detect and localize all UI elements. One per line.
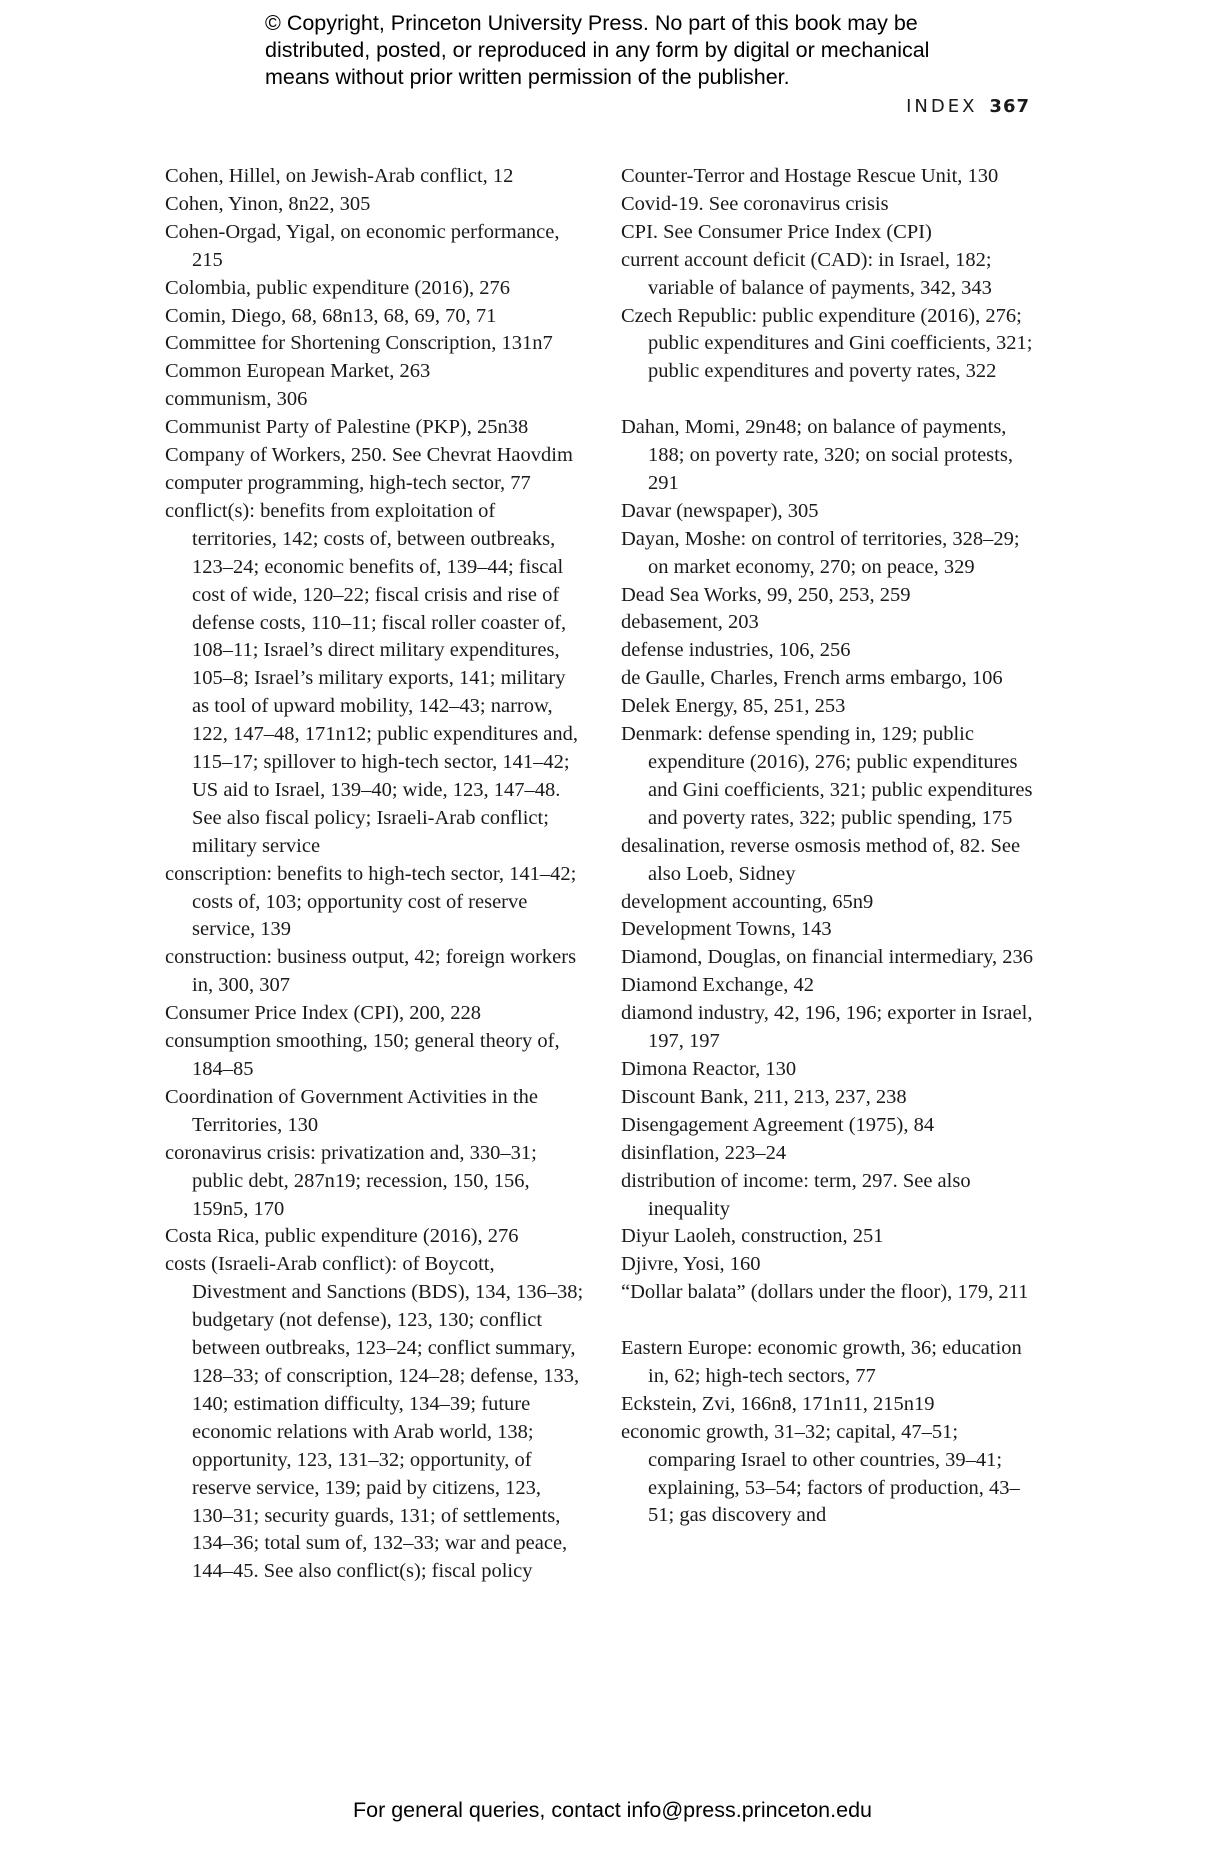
index-entry: Delek Energy, 85, 251, 253 xyxy=(621,695,846,718)
running-head xyxy=(906,96,1030,117)
index-entry: Dahan, Momi, 29n48; on balance of payments, 188; on poverty rate, 320; on social protests, 291 xyxy=(621,416,1013,494)
index-entry: Cohen-Orgad, Yigal, on economic performance, 215 xyxy=(165,220,560,271)
copyright-line: © Copyright, Princeton University Press. No part of this book may be xyxy=(265,11,918,35)
index-entry: Czech Republic: public expenditure (2016), 276; public expenditures and Gini coefficients, 321; public expenditures and poverty rates, 322 xyxy=(621,304,1033,383)
index-entry: Davar (newspaper), 305 xyxy=(621,499,819,522)
index-entry: Company of Workers, 250. See Chevrat Haovdim xyxy=(165,444,573,467)
index-entry: costs (Israeli-Arab conflict): of Boycott, Divestment and Sanctions (BDS), 134, 136–38; budgetary (not defense), 123, 130; conflict between outbreaks, 123–24; conflict summary, 128–33; of conscription, 124–28; defense, 133, 140; estimation difficulty, 134–39; future economic relations with Arab world, 138; opportunity, 123, 131–32; opportunity, of reserve service, 139; paid by citizens, 123, 130–31; security guards, 131; of settlements, 134–36; total sum of, 132–33; war and peace, 144–45. See also conflict(s); fiscal policy xyxy=(165,1253,584,1583)
index-entry: Eckstein, Zvi, 166n8, 171n11, 215n19 xyxy=(621,1392,935,1415)
index-entry: disinflation, 223–24 xyxy=(621,1141,787,1164)
letter-group-spacer xyxy=(621,1307,1041,1335)
running-head-label: INDEX xyxy=(906,96,978,117)
letter-group-spacer xyxy=(621,386,1041,414)
index-entry: “Dollar balata” (dollars under the floor), 179, 211 xyxy=(621,1281,1029,1304)
index-entry: Djivre, Yosi, 160 xyxy=(621,1253,761,1276)
index-entry: communism, 306 xyxy=(165,388,308,411)
index-entry: computer programming, high-tech sector, 77 xyxy=(165,471,531,494)
index-entry: Development Towns, 143 xyxy=(621,918,832,941)
index-entry: Cohen, Yinon, 8n22, 305 xyxy=(165,192,371,215)
index-entry: Eastern Europe: economic growth, 36; education in, 62; high-tech sectors, 77 xyxy=(621,1337,1022,1387)
index-entry: distribution of income: term, 297. See also inequality xyxy=(621,1169,971,1220)
copyright-notice xyxy=(265,10,1025,91)
index-entry: Colombia, public expenditure (2016), 276 xyxy=(165,276,511,299)
index-entry: desalination, reverse osmosis method of, 82. See also Loeb, Sidney xyxy=(621,834,1021,885)
index-entry: Consumer Price Index (CPI), 200, 228 xyxy=(165,1002,481,1025)
index-entry: Dead Sea Works, 99, 250, 253, 259 xyxy=(621,583,911,606)
index-entry: Covid-19. See coronavirus crisis xyxy=(621,192,889,215)
index-entry: Communist Party of Palestine (PKP), 25n38 xyxy=(165,416,529,439)
index-entry: Comin, Diego, 68, 68n13, 68, 69, 70, 71 xyxy=(165,304,497,327)
index-entry: Dimona Reactor, 130 xyxy=(621,1057,797,1080)
index-entry: Common European Market, 263 xyxy=(165,360,431,383)
index-entry: consumption smoothing, 150; general theory of, 184–85 xyxy=(165,1030,560,1080)
index-entry: Costa Rica, public expenditure (2016), 276 xyxy=(165,1225,519,1248)
index-entry: diamond industry, 42, 196, 196; exporter in Israel, 197, 197 xyxy=(621,1002,1033,1053)
index-entry: Committee for Shortening Conscription, 131n7 xyxy=(165,332,553,355)
index-entry: conscription: benefits to high-tech sector, 141–42; costs of, 103; opportunity cost of reserve service, 139 xyxy=(165,862,577,941)
index-entry: de Gaulle, Charles, French arms embargo, 106 xyxy=(621,667,1003,690)
index-right-column xyxy=(621,163,1041,1530)
index-entry: Diamond Exchange, 42 xyxy=(621,974,814,997)
index-entry: Disengagement Agreement (1975), 84 xyxy=(621,1113,935,1136)
index-entry: Discount Bank, 211, 213, 237, 238 xyxy=(621,1085,907,1108)
index-entry: Counter-Terror and Hostage Rescue Unit, 130 xyxy=(621,165,999,187)
index-entry: Diamond, Douglas, on financial intermediary, 236 xyxy=(621,946,1033,969)
index-entry: development accounting, 65n9 xyxy=(621,890,874,913)
copyright-line: distributed, posted, or reproduced in any form by digital or mechanical xyxy=(265,38,930,62)
page-number: 367 xyxy=(989,96,1030,117)
index-entry: defense industries, 106, 256 xyxy=(621,639,851,662)
index-entry: Coordination of Government Activities in the Territories, 130 xyxy=(165,1085,538,1136)
index-entry: CPI. See Consumer Price Index (CPI) xyxy=(621,220,932,243)
index-entry: conflict(s): benefits from exploitation of territories, 142; costs of, between outbreaks, 123–24; economic benefits of, 139–44; fiscal cost of wide, 120–22; fiscal crisis and rise of defense costs, 110–11; fiscal roller coaster of, 108–11; Israel’s direct military expenditures, 105–8; Israel’s military exports, 141; military as tool of upward mobility, 142–43; narrow, 122, 147–48, 171n12; public expenditures and, 115–17; spillover to high-tech sector, 141–42; US aid to Israel, 139–40; wide, 123, 147–48. See also fiscal policy; Israeli-Arab conflict; military service xyxy=(165,499,579,857)
index-entry: Dayan, Moshe: on control of territories, 328–29; on market economy, 270; on peace, 329 xyxy=(621,527,1020,578)
index-entry: construction: business output, 42; foreign workers in, 300, 307 xyxy=(165,946,577,997)
index-left-column xyxy=(165,163,585,1586)
index-entry: Diyur Laoleh, construction, 251 xyxy=(621,1225,884,1248)
footer-contact: For general queries, contact info@press.princeton.edu xyxy=(352,1798,872,1822)
index-entry: debasement, 203 xyxy=(621,611,759,634)
index-entry: Cohen, Hillel, on Jewish-Arab conflict, 12 xyxy=(165,165,514,187)
copyright-line: means without prior written permission of the publisher. xyxy=(265,65,790,89)
index-entry: economic growth, 31–32; capital, 47–51; comparing Israel to other countries, 39–41; explaining, 53–54; factors of production, 43–51; gas discovery and xyxy=(621,1420,1020,1527)
index-entry: coronavirus crisis: privatization and, 330–31; public debt, 287n19; recession, 150, 156, 159n5, 170 xyxy=(165,1141,537,1220)
index-entry: current account deficit (CAD): in Israel, 182; variable of balance of payments, 342, 343 xyxy=(621,248,992,299)
index-entry: Denmark: defense spending in, 129; public expenditure (2016), 276; public expenditures and Gini coefficients, 321; public expenditures and poverty rates, 322; public spending, 175 xyxy=(621,723,1033,829)
